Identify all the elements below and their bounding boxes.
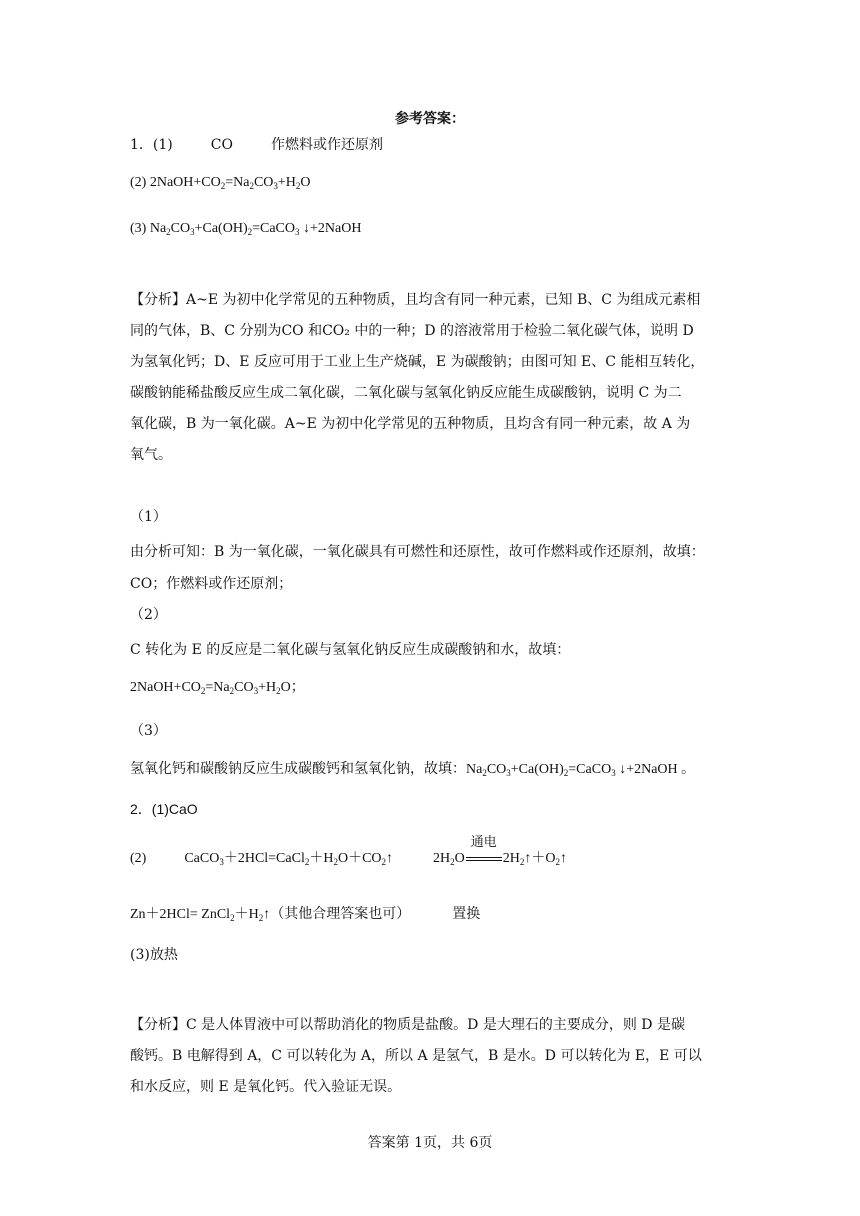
q2-part2-number: (2) [130, 851, 147, 866]
q1-sub3-text: 氢氧化钙和碳酸钠反应生成碳酸钙和氢氧化钠，故填： [130, 761, 466, 777]
q2-analysis [130, 1010, 730, 1103]
q1-sub2-label: （2） [130, 607, 167, 623]
q1-answer-1 [130, 136, 383, 154]
q1-analysis-line: 【分析】A~E 为初中化学常见的五种物质，且均含有同一种元素，已知 B、C 为组成元素相 [130, 292, 701, 308]
q2-analysis-line: 酸钙。B 电解得到 A，C 可以转化为 A，所以 A 是氢气，B 是水。D 可以转化为 E，E 可以 [130, 1048, 702, 1064]
q2-analysis-line: 和水反应，则 E 是氧化钙。代入验证无误。 [130, 1079, 402, 1095]
q1-sub1-text: 由分析可知：B 为一氧化碳，一氧化碳具有可燃性和还原性，故可作燃料或作还原剂，故填： [130, 544, 705, 560]
q2-answer-zn [130, 906, 480, 924]
q1-part3-number: (3) [130, 221, 147, 236]
q1-part1-answer: CO [210, 137, 233, 153]
page-footer: 答案第 1页，共 6页 [367, 1135, 493, 1151]
q1-sub3-label: （3） [130, 723, 167, 739]
q1-analysis-line: 氧气。 [130, 447, 172, 463]
q1-analysis-line: 为氢氧化钙；D、E 反应可用于工业上生产烧碱，E 为碳酸钠；由图可知 E、C 能相互转化， [130, 354, 705, 370]
q1-analysis [130, 285, 730, 471]
q2-answer-3: (3)放热 [130, 947, 178, 963]
q1-sub3-equation: $Na_2CO_3+Ca(OH)_2=CaCO_3$ ↓+2NaOH 。 [466, 762, 696, 778]
q1-analysis-line: 氧化碳，B 为一氧化碳。A~E 为初中化学常见的五种物质，且均含有同一种元素，故 A 为 [130, 416, 691, 432]
electrolysis-condition: 通电 [470, 834, 497, 849]
q1-part2-number: (2) [130, 175, 147, 190]
q1-sub1-label: （1） [130, 509, 167, 525]
q1-sub1-text2: CO；作燃料或作还原剂； [130, 576, 293, 592]
q1-analysis-line: 同的气体，B、C 分别为CO 和CO₂ 中的一种；D 的溶液常用于检验二氧化碳气体，说明 D [130, 323, 694, 339]
q2-answer-2 [130, 834, 568, 868]
q2-reaction-type: 置换 [452, 907, 481, 922]
q2-equation-caco3: $CaCO_3+2HCl=CaCl_2+H_2O+CO_2↑$ [184, 851, 394, 867]
q2-equation-electrolysis: $2H_2O$ 通电 $2H_2↑+O_2↑$ [433, 834, 568, 867]
page-title: 参考答案： [395, 111, 465, 127]
q1-part1-number: 1．(1) [130, 137, 173, 153]
q1-part1-use: 作燃料或作还原剂 [270, 137, 383, 153]
q1-answer-2 [130, 174, 311, 192]
q1-sub3-text-line [130, 760, 695, 779]
q1-equation-2: $2NaOH+CO_2=Na_2CO_3+H_2O$ [149, 175, 311, 191]
q2-analysis-line: 【分析】C 是人体胃液中可以帮助消化的物质是盐酸。D 是大理石的主要成分，则 D 是碳 [130, 1017, 685, 1033]
q2-answer-1: 2．(1)CaO [130, 801, 198, 817]
q2-equation-zn: $Zn+2HCl= ZnCl_2+H_2↑$ [130, 907, 271, 923]
q1-sub2-equation: $2NaOH+CO_2=Na_2CO_3+H_2O$； [130, 680, 305, 696]
q2-zn-note: （其他合理答案也可） [270, 907, 411, 922]
q1-answer-3 [130, 220, 361, 238]
q1-equation-3: $Na_2CO_3+Ca(OH)_2=CaCO_3$ ↓+2NaOH [149, 221, 362, 237]
q1-analysis-line: 碳酸钠能稀盐酸反应生成二氧化碳，二氧化碳与氢氧化钠反应能生成碳酸钠，说明 C 为二 [130, 385, 682, 401]
q1-sub2-text: C 转化为 E 的反应是二氧化碳与氢氧化钠反应生成碳酸钠和水，故填： [130, 642, 571, 658]
